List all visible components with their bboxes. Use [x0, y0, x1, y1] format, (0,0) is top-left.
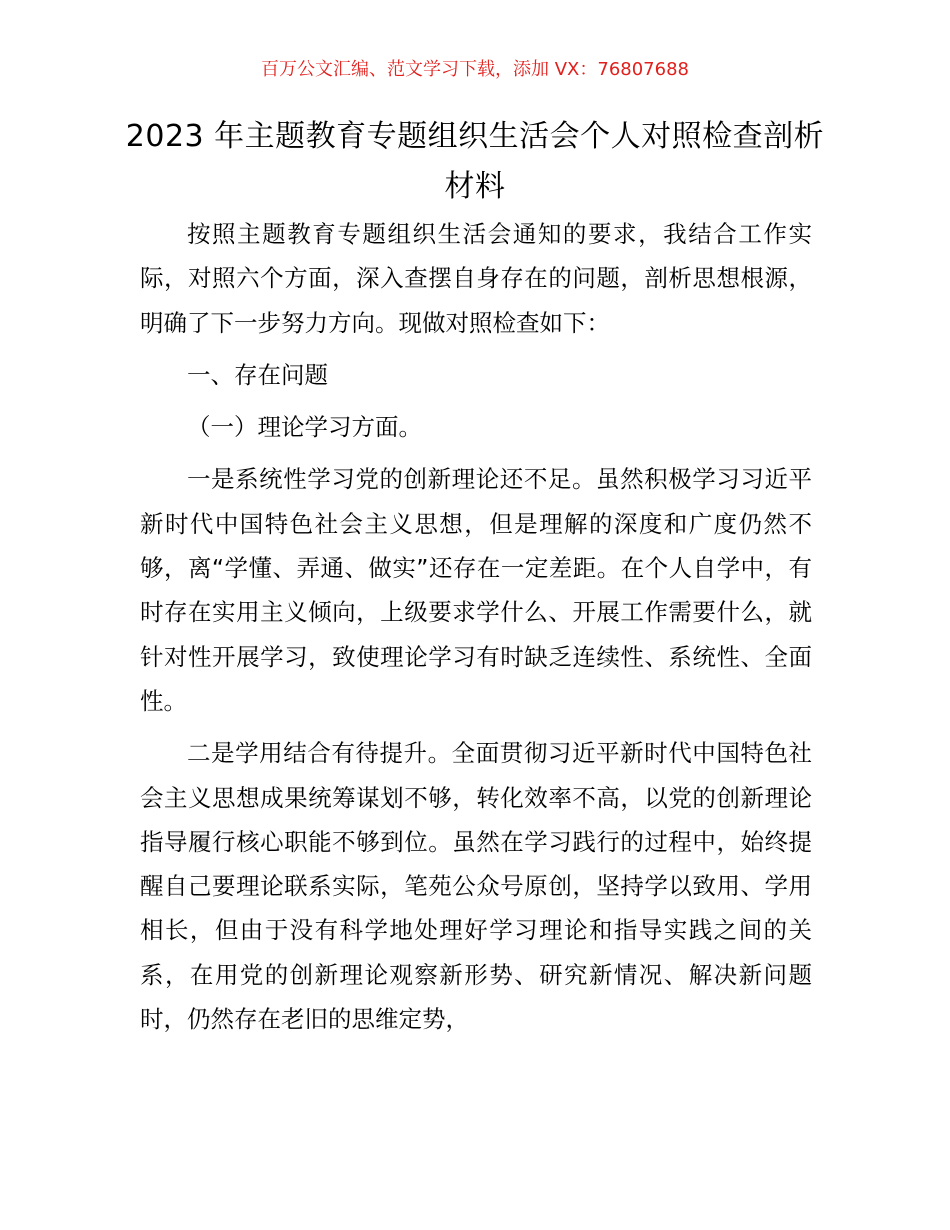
intro-paragraph: 按照主题教育专题组织生活会通知的要求，我结合工作实际，对照六个方面，深入查摆自身存在的问题，剖析思想根源，明确了下一步努力方向。现做对照检查如下： — [140, 220, 812, 337]
body-paragraph: 二是学用结合有待提升。全面贯彻习近平新时代中国特色社会主义思想成果统筹谋划不够，转化效率不高，以党的创新理论指导履行核心职能不够到位。虽然在学习践行的过程中，始终提醒自己要理论联系实际，笔苑公众号原创，坚持学以致用、学用相长，但由于没有科学地处理好学习理论和指导实践之间的关系，在用党的创新理论观察新形势、研究新情况、解决新问题时，仍然存在老旧的思维定势， — [140, 739, 812, 1034]
document-title: 2023 年主题教育专题组织生活会个人对照检查剖析材料 — [125, 119, 825, 204]
body-paragraph: 一是系统性学习党的创新理论还不足。虽然积极学习习近平新时代中国特色社会主义思想，但是理解的深度和广度仍然不够，离“学懂、弄通、做实”还存在一定差距。在个人自学中，有时存在实用主义倾向，上级要求学什么、开展工作需要什么，就针对性开展学习，致使理论学习有时缺乏连续性、系统性、全面性。 — [140, 465, 812, 715]
subsection-heading: （一）理论学习方面。 — [187, 413, 422, 442]
section-heading: 一、存在问题 — [187, 360, 328, 389]
header-banner: 百万公文汇编、范文学习下载，添加 VX：76807688 — [261, 59, 689, 80]
document-body — [140, 212, 812, 1041]
